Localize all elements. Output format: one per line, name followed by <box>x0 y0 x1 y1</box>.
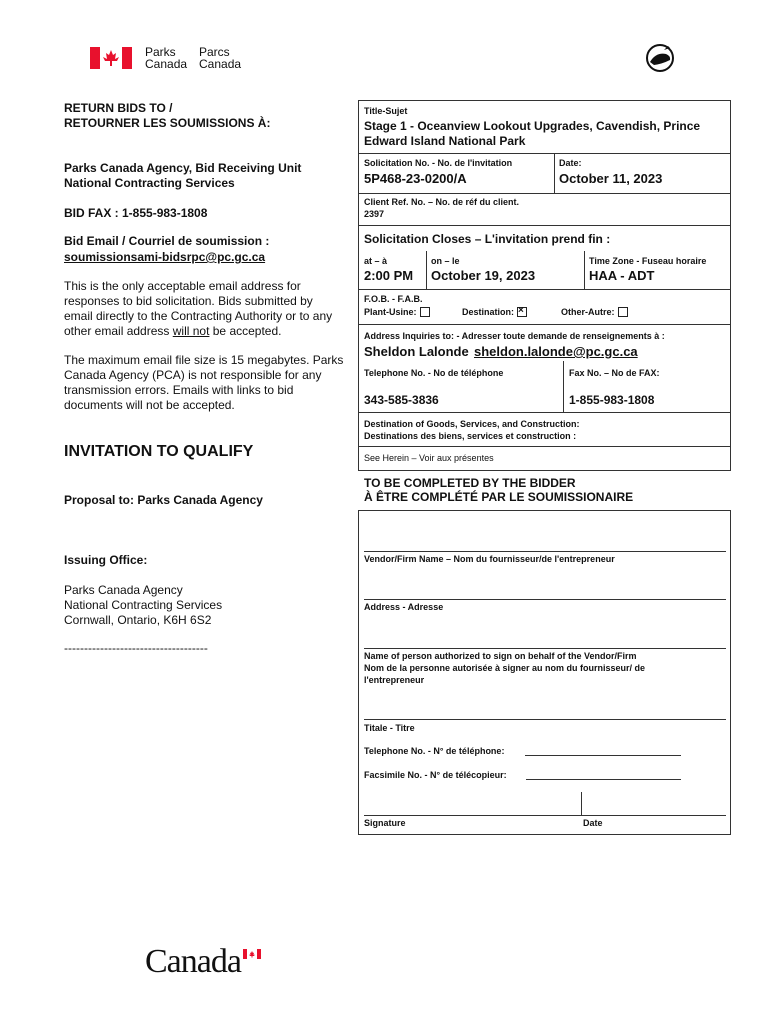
solicitation-info-box <box>358 100 731 471</box>
address-label: Address - Adresse <box>364 602 444 612</box>
date-field-label: Date <box>583 818 603 828</box>
contact-name: Sheldon Lalonde <box>364 344 469 359</box>
bidder-heading: TO BE COMPLETED BY THE BIDDER À ÊTRE COMPLÉTÉ PAR LE SOUMISSIONAIRE <box>364 476 634 504</box>
title-line[interactable] <box>364 719 726 720</box>
authorized-person-line[interactable] <box>364 648 726 649</box>
client-ref-label: Client Ref. No. – No. de réf du client. <box>364 197 520 207</box>
fob-destination: Destination:× <box>462 307 527 318</box>
telephone-field-label: Telephone No. - N° de téléphone: <box>364 746 505 756</box>
fob-plant: Plant-Usine: <box>364 307 430 318</box>
title-label: Title-Sujet <box>364 106 408 116</box>
address-line[interactable] <box>364 599 726 600</box>
time-zone-value: HAA - ADT <box>589 268 655 283</box>
vendor-name-label: Vendor/Firm Name – Nom du fournisseur/de l'entrepreneur <box>364 554 615 564</box>
destination-goods-label: Destination of Goods, Services, and Construction: Destinations des biens, services et construction : <box>364 419 580 441</box>
solicitation-title: Stage 1 - Oceanview Lookout Upgrades, Cavendish, Prince Edward Island National Park <box>364 119 701 148</box>
on-value: October 19, 2023 <box>431 268 536 283</box>
closes-label: Solicitation Closes – L'invitation prend fin : <box>364 232 611 246</box>
email-policy-paragraph: This is the only acceptable email address for responses to bid solicitation. Bids submitted by email directly to the Contracting Authority or to any other email address will not be accepted. <box>64 279 333 338</box>
return-bids-heading: RETURN BIDS TO / RETOURNER LES SOUMISSIONS À: <box>64 101 271 130</box>
inquiries-label: Address Inquiries to: - Adresser toute demande de renseignements à : <box>364 331 665 341</box>
fob-other: Other-Autre: <box>561 307 628 318</box>
beaver-emblem-icon <box>644 42 676 74</box>
small-flag-icon <box>243 949 261 959</box>
issuing-office-label: Issuing Office: <box>64 553 148 567</box>
solicitation-no-label: Solicitation No. - No. de l'invitation <box>364 158 513 168</box>
time-zone-label: Time Zone - Fuseau horaire <box>589 256 707 266</box>
fax-label: Fax No. – No de FAX: <box>569 368 660 378</box>
solicitation-no: 5P468-23-0200/A <box>364 171 467 186</box>
date-label: Date: <box>559 158 582 168</box>
bid-email-label: Bid Email / Courriel de soumission : <box>64 234 270 248</box>
at-label: at – à <box>364 256 388 266</box>
bid-fax: BID FAX : 1-855-983-1808 <box>64 206 208 220</box>
bid-receiving-unit: Parks Canada Agency, Bid Receiving Unit National Contracting Services <box>64 161 302 190</box>
telephone-field-input[interactable] <box>525 755 681 756</box>
parks-fr: Parcs Canada <box>199 45 242 71</box>
other-checkbox[interactable] <box>618 307 628 317</box>
title-field-label: Titale - Titre <box>364 723 415 733</box>
destination-checkbox[interactable] <box>517 307 527 317</box>
authorized-person-label: Name of person authorized to sign on behalf of the Vendor/Firm Nom de la personne autorisée à signer au nom du fournisseur/ de l'entrepreneur <box>364 651 646 685</box>
dashed-separator: ------------------------------------ <box>64 641 208 655</box>
date-value: October 11, 2023 <box>559 171 663 186</box>
client-ref-value: 2397 <box>364 209 385 219</box>
telephone-label: Telephone No. - No de téléphone <box>364 368 504 378</box>
telephone-value: 343-585-3836 <box>364 393 439 407</box>
fax-value: 1-855-983-1808 <box>569 393 655 407</box>
fob-label: F.O.B. - F.A.B. <box>364 294 423 304</box>
facsimile-field-input[interactable] <box>526 779 681 780</box>
canada-wordmark: Canada <box>145 943 241 980</box>
signature-date-line[interactable] <box>364 815 726 816</box>
file-size-paragraph: The maximum email file size is 15 megabytes. Parks Canada Agency (PCA) is not responsible for any transmission errors. Emails with links to bid documents will not be accepted. <box>64 353 344 412</box>
parks-en: Parks Canada <box>145 45 188 71</box>
on-label: on – le <box>431 256 460 266</box>
bid-email-link[interactable]: soumissionsami-bidsrpc@pc.gc.ca <box>64 250 266 264</box>
proposal-to: Proposal to: Parks Canada Agency <box>64 493 263 507</box>
facsimile-field-label: Facsimile No. - N° de télécopieur: <box>364 770 507 780</box>
plant-checkbox[interactable] <box>420 307 430 317</box>
at-value: 2:00 PM <box>364 268 414 283</box>
contact-email-link[interactable]: sheldon.lalonde@pc.gc.ca <box>474 344 638 359</box>
invitation-heading: INVITATION TO QUALIFY <box>64 443 254 460</box>
canada-flag-icon <box>90 47 132 69</box>
signature-label: Signature <box>364 818 406 828</box>
see-herein: See Herein – Voir aux présentes <box>364 453 494 463</box>
issuing-office-address: Parks Canada Agency National Contracting Services Cornwall, Ontario, K6H 6S2 <box>64 583 223 627</box>
vendor-name-line[interactable] <box>364 551 726 552</box>
